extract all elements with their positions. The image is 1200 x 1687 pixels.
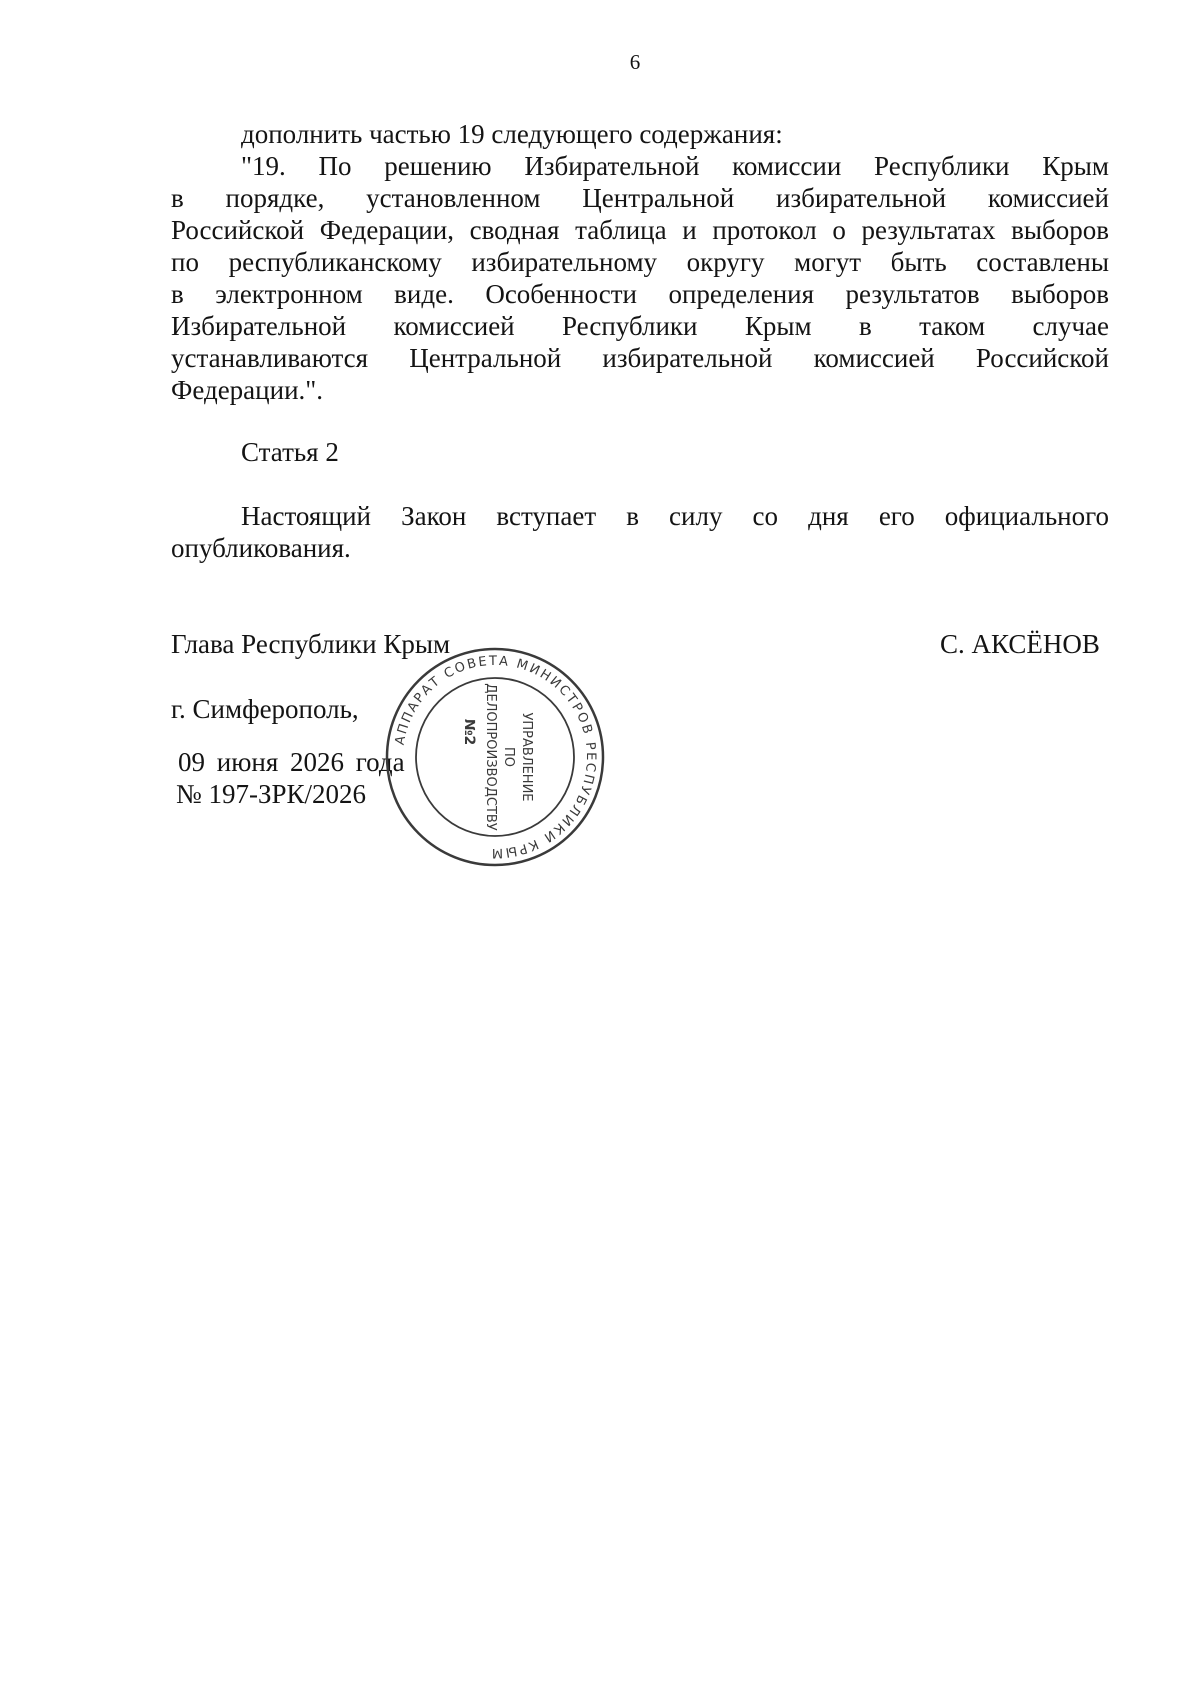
stamp-inner-line: №2 [461, 718, 477, 746]
intro-line: дополнить частью 19 следующего содержания: [241, 119, 783, 149]
part19-line: в порядке, установленном Центральной избирательной комиссией [171, 183, 1109, 213]
stamp-inner-line: ПО [501, 746, 516, 768]
city: г. Симферополь, [171, 694, 359, 724]
stamp-outer-text-path: АППАРАТ СОВЕТА МИНИСТРОВ РЕСПУБЛИКИ КРЫМ [392, 653, 599, 861]
article2-text-line: Настоящий Закон вступает в силу со дня его официального [241, 501, 1109, 531]
signature-position: Глава Республики Крым [171, 629, 451, 659]
part19-line: по республиканскому избирательному округу могут быть составлены [171, 247, 1109, 277]
part19-first-line: "19. По решению Избирательной комиссии Республики Крым [241, 151, 1109, 181]
page-number: 6 [629, 50, 641, 74]
part19-line: Российской Федерации, сводная таблица и протокол о результатах выборов [171, 215, 1109, 245]
part19-line: Избирательной комиссией Республики Крым в таком случае [171, 311, 1109, 341]
signature-name: С. АКСЁНОВ [940, 629, 1100, 659]
law-date: 09 июня 2026 года [178, 747, 405, 777]
part19-line: в электронном виде. Особенности определения результатов выборов [171, 279, 1109, 309]
article2-text-line: опубликования. [171, 533, 351, 563]
part19-last-line: Федерации.". [171, 375, 324, 405]
law-number: № 197-ЗРК/2026 [176, 779, 367, 809]
stamp-inner-line: ДЕЛОПРОИЗВОДСТВУ [483, 683, 498, 831]
stamp-inner-line: УПРАВЛЕНИЕ [519, 712, 534, 802]
part19-line: устанавливаются Центральной избирательной комиссией Российской [171, 343, 1109, 373]
official-stamp [384, 646, 606, 868]
article2-heading: Статья 2 [241, 437, 339, 467]
